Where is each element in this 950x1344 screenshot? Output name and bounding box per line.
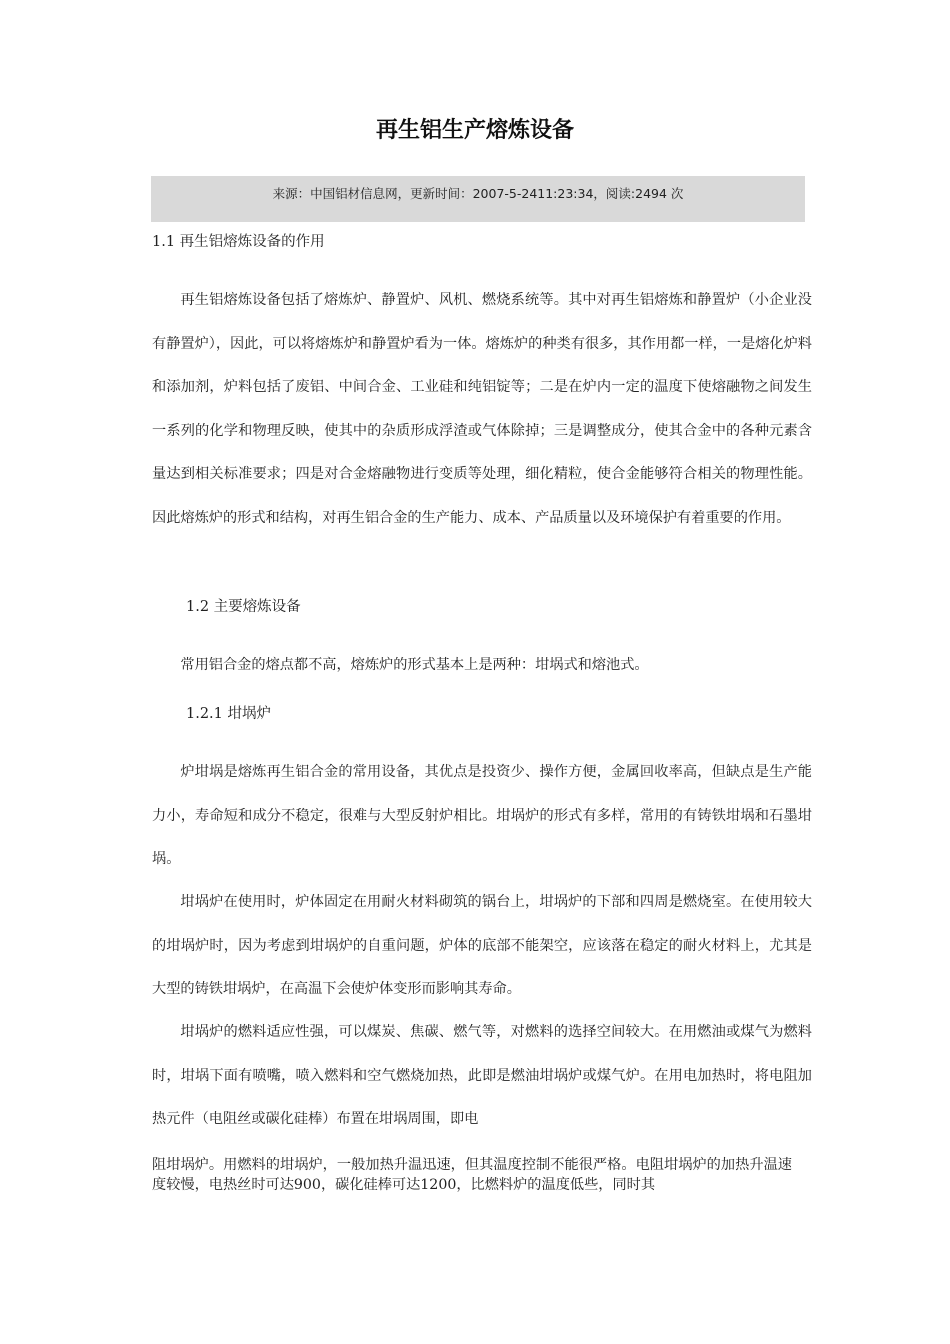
- paragraph-4: 坩埚炉在使用时，炉体固定在用耐火材料砌筑的锅台上，坩埚炉的下部和四周是燃烧室。在使用较大的坩埚炉时，因为考虑到坩埚炉的自重问题，炉体的底部不能架空，应该落在稳定的耐火材料上，尤其是大型的铸铁坩埚炉，在高温下会使炉体变形而影响其寿命。: [152, 894, 812, 997]
- paragraph-3: 炉坩埚是熔炼再生铝合金的常用设备，其优点是投资少、操作方便，金属回收率高，但缺点是生产能力小，寿命短和成分不稳定，很难与大型反射炉相比。坩埚炉的形式有多样，常用的有铸铁坩埚和石墨坩埚。: [152, 764, 812, 867]
- paragraph-5: 坩埚炉的燃料适应性强，可以煤炭、焦碳、燃气等，对燃料的选择空间较大。在用燃油或煤气为燃料时，坩埚下面有喷嘴，喷入燃料和空气燃烧加热，此即是燃油坩埚炉或煤气炉。在用电加热时，将电阻加热元件（电阻丝或碳化硅棒）布置在坩埚周围，即电: [152, 1024, 812, 1127]
- paragraph-2: 常用铝合金的熔点都不高，熔炼炉的形式基本上是两种：坩埚式和熔池式。: [180, 657, 649, 673]
- paragraph-1: 再生铝熔炼设备包括了熔炼炉、静置炉、风机、燃烧系统等。其中对再生铝熔炼和静置炉（小企业没有静置炉），因此，可以将熔炼炉和静置炉看为一体。熔炼炉的种类有很多，其作用都一样，一是熔化炉料和添加剂，炉料包括了废铝、中间合金、工业硅和纯铝锭等；二是在炉内一定的温度下使熔融物之间发生一系列的化学和物理反映，使其中的杂质形成浮渣或气体除掉；三是调整成分，使其合金中的各种元素含量达到相关标准要求；四是对合金熔融物进行变质等处理，细化精粒，使合金能够符合相关的物理性能。因此熔炼炉的形式和结构，对再生铝合金的生产能力、成本、产品质量以及环境保护有着重要的作用。: [152, 292, 812, 526]
- section-heading-1-1: 1.1 再生铝熔炼设备的作用: [152, 234, 325, 250]
- section-heading-1-2-1: 1.2.1 坩埚炉: [186, 706, 272, 722]
- paragraph-6: 阻坩埚炉。用燃料的坩埚炉，一般加热升温迅速，但其温度控制不能很严格。电阻坩埚炉的加热升温速度较慢，电热丝时可达900，碳化硅棒可达1200，比燃料炉的温度低些，同时其: [152, 1157, 792, 1193]
- section-heading-1-2: 1.2 主要熔炼设备: [186, 599, 301, 615]
- source-info-bar: 来源：中国铝材信息网，更新时间：2007-5-2411:23:34，阅读:2494 次: [151, 176, 805, 222]
- document-title: 再生铝生产熔炼设备: [375, 118, 574, 143]
